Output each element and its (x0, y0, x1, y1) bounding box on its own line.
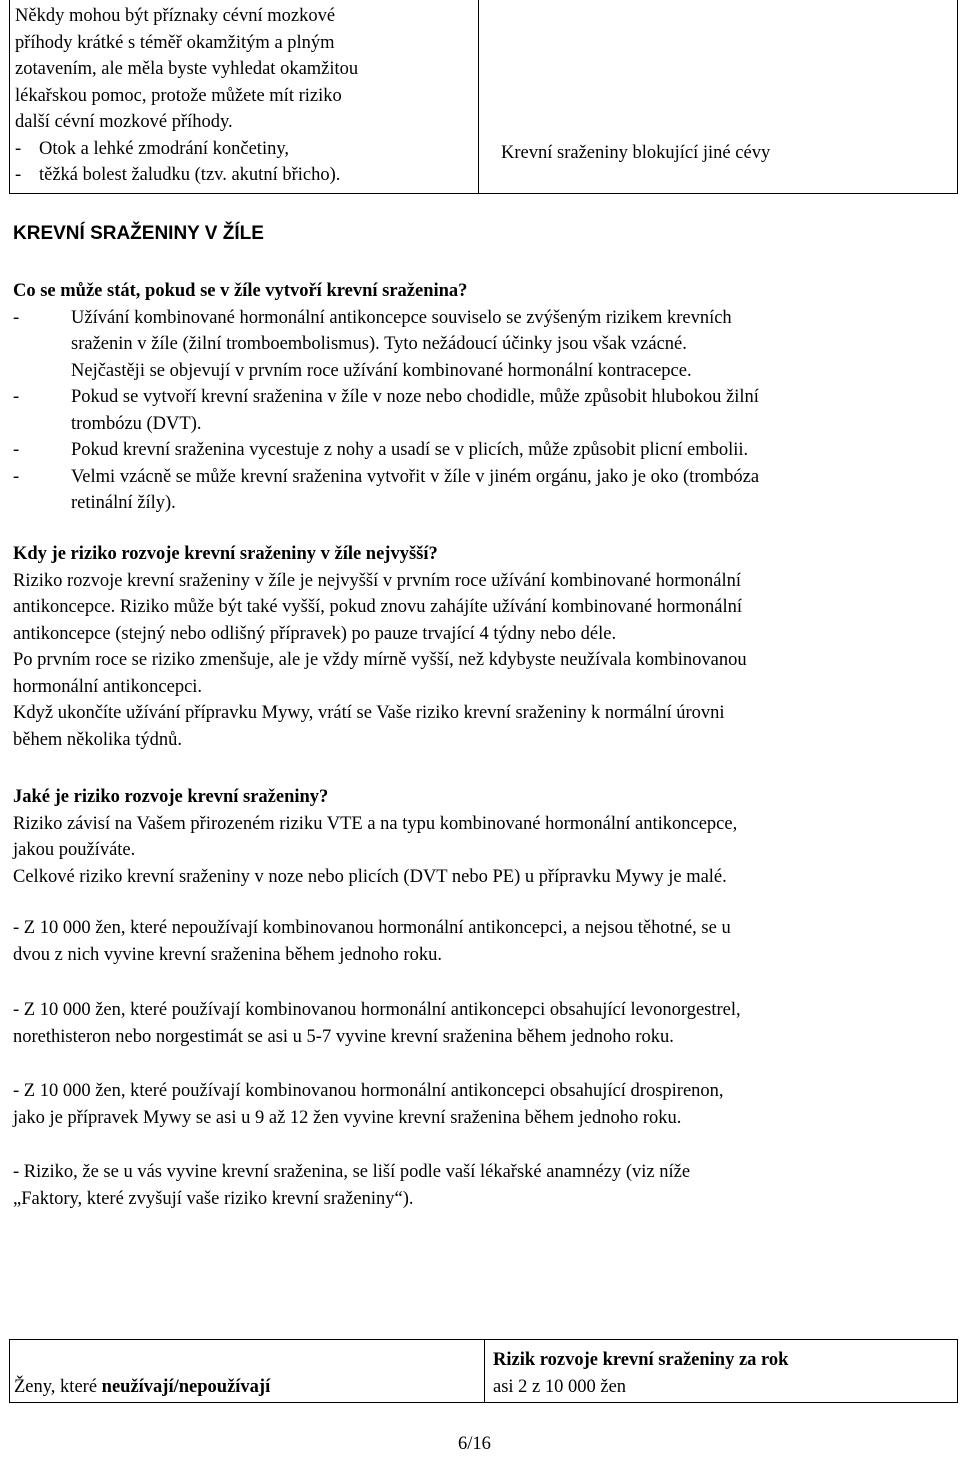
risk-table-header: Rizik rozvoje krevní sraženiny za rok (493, 1350, 789, 1370)
symptom-line: další cévní mozkové příhody. (15, 112, 233, 132)
q1-list-item: - Pokud se vytvoří krevní sraženina v žíle v noze nebo chodidle, může způsobit hlubokou žilní trombózu (DVT). (13, 387, 759, 434)
paragraph-line: Celkové riziko krevní sraženiny v noze nebo plicích (DVT nebo PE) u přípravku Mywy je malé. (13, 866, 727, 887)
paragraph-line: Po prvním roce se riziko zmenšuje, ale je vždy mírně vyšší, než kdybyste neužívala kombinovanou (13, 650, 747, 670)
risk-table-label-cell (10, 1340, 485, 1402)
q1-heading: Co se může stát, pokud se v žíle vytvoří krevní sraženina? (13, 281, 468, 301)
q1-block (13, 278, 943, 517)
q1-list-item: - Pokud krevní sraženina vycestuje z nohy a usadí se v plicích, může způsobit plicní embolii. (13, 440, 749, 460)
risk-paragraph: - Z 10 000 žen, které nepoužívají kombinovanou hormonální antikoncepci, a nejsou těhotné, se u dvou z nich vyvine krevní sraženina během jednoho roku. (13, 918, 731, 965)
symptom-table (9, 0, 958, 194)
symptom-list-item: - těžká bolest žaludku (tzv. akutní břicho). (15, 165, 341, 185)
section-title: KREVNÍ SRAŽENINY V ŽÍLE (13, 223, 264, 244)
page-number: 6/16 (458, 1434, 491, 1454)
condition-label: Krevní sraženiny blokující jiné cévy (501, 143, 771, 163)
risk-paragraph: - Riziko, že se u vás vyvine krevní sraženina, se liší podle vaší lékařské anamnézy (viz níže „Faktory, které zvyšují vaše riziko krevní sraženiny“). (13, 1162, 691, 1209)
q3-block (13, 784, 943, 890)
risk-table-value: asi 2 z 10 000 žen (493, 1377, 627, 1397)
risk-table-row-label: Ženy, které neužívají/nepoužívají (14, 1377, 271, 1397)
paragraph-line: během několika týdnů. (13, 729, 183, 750)
paragraph-line: hormonální antikoncepci. (13, 676, 203, 697)
symptom-cell (10, 0, 479, 193)
risk-table (9, 1339, 958, 1403)
symptom-line: příhody krátké s téměř okamžitým a plným (15, 32, 335, 53)
risk-table-value-cell (485, 1340, 957, 1402)
symptom-line: Někdy mohou být příznaky cévní mozkové (15, 6, 336, 26)
q1-list-item: - Velmi vzácně se může krevní sraženina vytvořit v žíle v jiném orgánu, jako je oko (trombóza retinální žíly). (13, 466, 760, 513)
q1-list-item: - Užívání kombinované hormonální antikoncepce souviselo se zvýšeným rizikem krevních sraženin v žíle (žilní tromboembolismus). Tyto nežádoucí účinky jsou však vzácné. Nejčastěji se objevují v prvním roce užívání kombinované hormonální kontracepce. (13, 307, 732, 381)
q2-block (13, 541, 943, 753)
paragraph-line: antikoncepce. Riziko může být také vyšší, pokud znovu zahájíte užívání kombinované hormonální (13, 597, 743, 617)
symptom-line: lékařskou pomoc, protože můžete mít riziko (15, 85, 342, 106)
paragraph-line: Když ukončíte užívání přípravku Mywy, vrátí se Vaše riziko krevní sraženiny k normální úrovni (13, 703, 725, 723)
q2-heading: Kdy je riziko rozvoje krevní sraženiny v žíle nejvyšší? (13, 544, 438, 564)
risk-paragraph: - Z 10 000 žen, které používají kombinovanou hormonální antikoncepci obsahující drospirenon, jako je přípravek Mywy se asi u 9 až 12 žen vyvine krevní sraženina během jednoho roku. (13, 1081, 724, 1128)
condition-cell (479, 0, 957, 193)
risk-paragraph: - Z 10 000 žen, které používají kombinovanou hormonální antikoncepci obsahující levonorgestrel, norethisteron nebo norgestimát se asi u 5-7 vyvine krevní sraženina během jednoho roku. (13, 1000, 741, 1047)
q3-heading: Jaké je riziko rozvoje krevní sraženiny? (13, 787, 329, 807)
paragraph-line: Riziko závisí na Vašem přirozeném riziku VTE a na typu kombinované hormonální antikoncepce, (13, 813, 738, 834)
symptom-line: zotavením, ale měla byste vyhledat okamžitou (15, 59, 359, 79)
paragraph-line: Riziko rozvoje krevní sraženiny v žíle je nejvyšší v prvním roce užívání kombinované hormonální (13, 570, 741, 591)
symptom-list-item: - Otok a lehké zmodrání končetiny, (15, 138, 290, 159)
paragraph-line: antikoncepce (stejný nebo odlišný přípravek) po pauze trvající 4 týdny nebo déle. (13, 623, 617, 644)
paragraph-line: jakou používáte. (13, 840, 136, 860)
